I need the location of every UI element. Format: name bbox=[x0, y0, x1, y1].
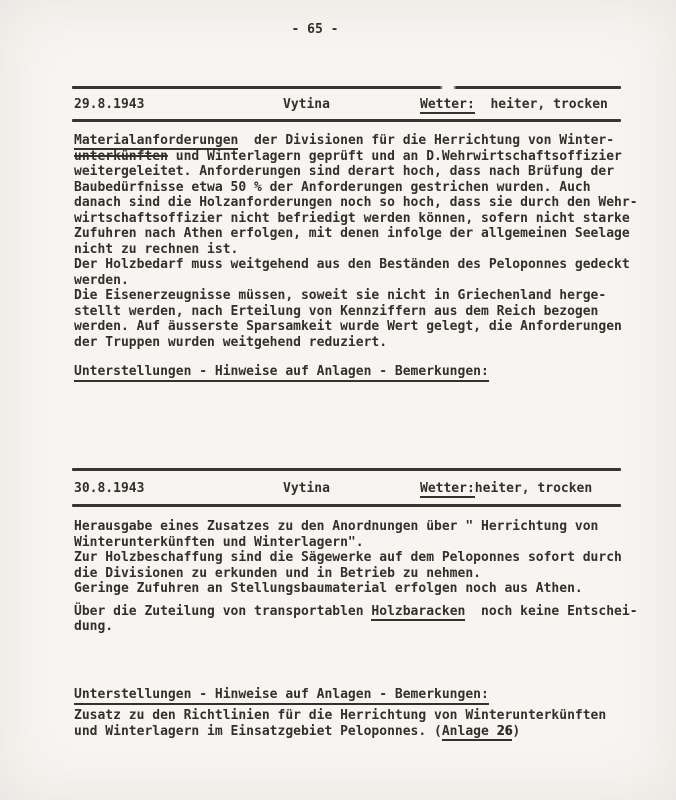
entry2-footer-heading: Unterstellungen - Hinweise auf Anlagen - Bemerkungen: bbox=[74, 687, 489, 705]
entry1-footer-heading: Unterstellungen - Hinweise auf Anlagen - Bemerkungen: bbox=[74, 364, 489, 382]
text-segment: Über die Zuteilung von transportablen bbox=[74, 603, 372, 619]
entry2-location: Vytina bbox=[283, 481, 330, 496]
text-line bbox=[74, 619, 638, 635]
text-line bbox=[74, 566, 638, 582]
text-segment: Holzbaracken bbox=[371, 603, 466, 619]
text-line bbox=[74, 581, 638, 597]
text-segment: Anlage bbox=[441, 723, 497, 739]
text-segment: noch keine Entschei- bbox=[465, 603, 638, 619]
entry2-weather-value: heiter, trocken bbox=[474, 481, 593, 496]
page-number: - 65 - bbox=[291, 22, 339, 37]
text-segment: dung. bbox=[74, 619, 114, 634]
divider-top-entry2 bbox=[72, 468, 621, 471]
text-line bbox=[74, 335, 638, 351]
text-segment: die Divisionen zu erkunden und in Betrieb zu nehmen. bbox=[74, 565, 481, 581]
entry2-footer-note bbox=[74, 708, 606, 739]
entry2-weather-label: Wetter: bbox=[420, 481, 475, 496]
entry1-weather-label: Wetter: bbox=[420, 97, 475, 112]
text-segment: Geringe Zufuhren an Stellungsbaumaterial erfolgen noch aus Athen. bbox=[74, 581, 583, 596]
text-line bbox=[74, 226, 638, 242]
divider-top-entry1 bbox=[72, 86, 621, 89]
entry1-weather-value: heiter, trocken bbox=[474, 97, 608, 112]
text-line bbox=[74, 133, 638, 149]
text-line bbox=[74, 211, 638, 227]
text-line bbox=[74, 519, 638, 535]
text-line bbox=[74, 304, 638, 320]
text-line bbox=[74, 550, 638, 566]
entry2-weather bbox=[420, 481, 592, 497]
entry2-date: 30.8.1943 bbox=[74, 481, 145, 496]
text-segment: nicht zu rechnen ist. bbox=[74, 241, 239, 257]
entry1-header bbox=[0, 97, 676, 115]
entry1-location: Vytina bbox=[283, 97, 330, 112]
text-line bbox=[74, 288, 638, 304]
text-line bbox=[74, 257, 638, 273]
text-segment: werden. Auf äusserste Sparsamkeit wurde Wert gelegt, die Anforderungen bbox=[74, 319, 622, 334]
text-segment: und Winterlagern im Einsatzgebiet Peloponnes. ( bbox=[74, 723, 442, 739]
text-line bbox=[74, 195, 638, 211]
entry1-body bbox=[74, 133, 638, 350]
text-segment: weitergeleitet. Anforderungen sind derart hoch, dass nach Brüfung der bbox=[74, 164, 615, 179]
text-segment: Winterunterkünften und Winterlagern". bbox=[74, 534, 364, 550]
text-segment: Zusatz zu den Richtlinien für die Herrichtung von Winterunterkünften bbox=[74, 708, 607, 723]
text-line bbox=[74, 535, 638, 551]
text-segment: Zur Holzbeschaffung sind die Sägewerke auf dem Peloponnes sofort durch bbox=[74, 550, 622, 565]
text-line bbox=[74, 242, 638, 258]
text-line bbox=[74, 724, 606, 740]
text-line bbox=[74, 273, 638, 289]
text-line bbox=[74, 149, 638, 165]
text-line bbox=[74, 319, 638, 335]
text-segment: Zufuhren nach Athen erfolgen, mit denen infolge der allgemeinen Seelage bbox=[74, 226, 630, 241]
text-segment: der Divisionen für die Herrichtung von Winter- bbox=[238, 133, 615, 148]
text-line bbox=[74, 604, 638, 620]
divider-bottom-entry2 bbox=[72, 504, 621, 507]
text-segment: wirtschaftsoffizier nicht befriedigt werden können, sofern nicht starke bbox=[74, 210, 630, 226]
text-segment: Herausgabe eines Zusatzes zu den Anordnungen über " Herrichtung von bbox=[74, 519, 599, 534]
entry1-date: 29.8.1943 bbox=[74, 97, 145, 112]
text-line bbox=[74, 708, 606, 724]
text-segment: 26 bbox=[496, 723, 513, 739]
entry2-header bbox=[0, 481, 676, 499]
text-segment: Materialanforderungen bbox=[74, 133, 239, 148]
text-segment: und Winterlagern geprüft und an D.Wehrwirtschaftsoffizier bbox=[167, 148, 622, 164]
text-segment: werden. bbox=[74, 272, 129, 288]
text-segment: ) bbox=[512, 723, 521, 739]
text-segment: Der Holzbedarf muss weitgehend aus den Beständen des Peloponnes gedeckt bbox=[74, 257, 630, 272]
text-segment: unterkünften bbox=[74, 148, 168, 164]
entry1-weather bbox=[420, 97, 608, 113]
text-line bbox=[74, 180, 638, 196]
divider-bottom-entry1 bbox=[72, 119, 621, 122]
entry2-body bbox=[74, 519, 638, 635]
text-segment: Die Eisenerzeugnisse müssen, soweit sie nicht in Griechenland herge- bbox=[74, 288, 607, 303]
text-segment: Baubedürfnisse etwa 50 % der Anforderungen gestrichen wurden. Auch bbox=[74, 179, 591, 195]
text-segment: danach sind die Holzanforderungen noch so hoch, dass sie durch den Wehr- bbox=[74, 195, 638, 210]
text-line bbox=[74, 164, 638, 180]
text-segment: stellt werden, nach Erteilung von Kennziffern aus dem Reich bezogen bbox=[74, 303, 599, 319]
text-segment: der Truppen wurden weitgehend reduziert. bbox=[74, 334, 388, 350]
